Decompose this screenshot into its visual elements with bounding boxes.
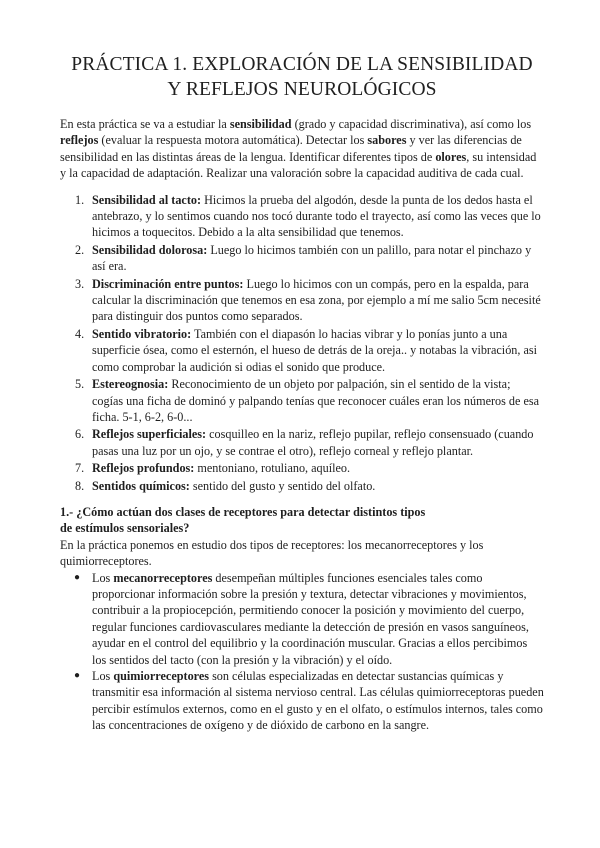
bullet-icon: ● — [74, 571, 81, 583]
list-item-term: Estereognosia: — [92, 377, 169, 392]
intro-text-1: En esta práctica se va a estudiar la — [60, 117, 230, 131]
list-item-term: Reflejos profundos: — [92, 461, 195, 476]
list-item-number: 4. — [75, 326, 85, 341]
exploration-list — [60, 192, 544, 494]
list-item-text: Luego lo hicimos con un compás, pero en la espalda, para calcular la discriminación que tenemos en esa zona, por ejemplo a mí me salio 5cm necesité para distinguir dos puntos como separados. — [92, 276, 541, 324]
intro-text-2: (grado y capacidad discriminativa), así como los — [291, 117, 532, 131]
bullet-text: desempeñan múltiples funciones esenciales tales como proporcionar información sobre la presión y textura, detectar vibraciones y movimientos, contribuir a la propiocepción, permitiendo conocer la posición y movimiento del cuerpo, regular funciones cardiovasculares mediante la detección de presión en vasos sanguíneos, ayudar en el control del equilibrio y la coordinación muscular. Gracias a ellos percibimos los sentidos del tacto (con la presión y la vibración) y el oído. — [92, 570, 529, 667]
answer-intro: En la práctica ponemos en estudio dos tipos de receptores: los mecanorreceptores y los quimiorreceptores. — [60, 537, 484, 569]
list-item-number: 3. — [75, 276, 85, 291]
question-heading — [60, 504, 544, 537]
intro-text-5: , su intensidad y la capacidad de adaptación. Realizar una valoración sobre la capacidad auditiva de cada cual. — [60, 149, 537, 181]
receptor-list — [60, 570, 544, 734]
list-item-term: Discriminación entre puntos: — [92, 276, 244, 291]
list-item — [60, 192, 544, 241]
list-item-text: mentoniano, rotuliano, aquíleo. — [194, 461, 351, 476]
title-line-1: PRÁCTICA 1. EXPLORACIÓN DE LA SENSIBILIDAD — [71, 54, 533, 75]
list-item-term: Sensibilidad dolorosa: — [92, 242, 208, 257]
intro-term-sabores: sabores — [367, 133, 407, 148]
bullet-term: quimiorreceptores — [113, 669, 210, 683]
intro-paragraph — [60, 116, 544, 182]
list-item-text: También con el diapasón lo hacias vibrar y lo ponías junto a una superficie ósea, como el esternón, el hueso de detrás de la oreja.. y notabas la vibración, asi como comprobar la audición si odias el sonido que produce. — [92, 326, 538, 374]
list-item-text: cosquilleo en la nariz, reflejo pupilar, reflejo consensuado (cuando pasas una luz por un ojo, y se contrae el otro), reflejo corneal y reflejo plantar. — [92, 427, 534, 458]
list-item — [60, 242, 544, 275]
list-item-number: 1. — [75, 192, 85, 207]
bullet-term: mecanorreceptores — [113, 570, 213, 585]
list-item-text: Hicimos la prueba del algodón, desde la punta de los dedos hasta el antebrazo, y lo sentimos cuando nos tocó durante todo el trayecto, así como las veces que lo hicimos a toquecitos. Debido a la alta sensibilidad que tenemos. — [92, 192, 541, 240]
list-item — [60, 376, 544, 425]
question-line-2: de estímulos sensoriales? — [60, 521, 190, 536]
list-item-number: 6. — [75, 427, 85, 442]
intro-term-reflejos: reflejos — [60, 133, 99, 148]
list-item — [60, 478, 544, 494]
list-item-term: Sentidos químicos: — [92, 478, 190, 493]
list-item-text: Reconocimiento de un objeto por palpación, sin el sentido de la vista; cogías una ficha de dominó y palpando tenías que reconocer cuáles eran los números de esa ficha. 5-1, 6-2, 6-0... — [92, 377, 540, 424]
intro-text-3: (evaluar la respuesta motora automática). Detectar los — [98, 133, 368, 148]
bullet-prefix: Los — [92, 669, 114, 683]
list-item-number: 2. — [75, 242, 85, 257]
list-item — [60, 326, 544, 375]
list-item-term: Sensibilidad al tacto: — [92, 192, 202, 207]
bullet-icon: ● — [74, 670, 81, 681]
list-item — [60, 460, 544, 476]
list-item-text: Luego lo hicimos también con un palillo, para notar el pinchazo y así era. — [92, 242, 532, 274]
list-item-term: Sentido vibratorio: — [92, 326, 192, 341]
bullet-prefix: Los — [92, 570, 114, 585]
list-item-term: Reflejos superficiales: — [92, 427, 207, 442]
list-item-number: 7. — [75, 461, 85, 476]
list-item — [60, 426, 544, 459]
list-item-number: 5. — [75, 377, 85, 392]
list-item — [60, 668, 544, 734]
list-item-number: 8. — [75, 478, 85, 493]
title-line-2: Y REFLEJOS NEUROLÓGICOS — [167, 79, 437, 100]
bullet-text: son células especializadas en detectar sustancias químicas y transmitir esa información al sistema nervioso central. Las células quimiorreceptoras pueden percibir estímulos externos, como en el gusto y en el olfato, o estímulos internos, tales como las concentraciones de oxígeno y de dióxido de carbono en la sangre. — [92, 669, 544, 733]
list-item — [60, 570, 544, 668]
page-title — [60, 52, 544, 102]
list-item-text: sentido del gusto y sentido del olfato. — [189, 478, 376, 493]
intro-text-4: y ver las diferencias de sensibilidad en las distintas áreas de la lengua. Identificar diferentes tipos de — [60, 133, 522, 164]
list-item — [60, 276, 544, 325]
question-line-1: 1.- ¿Cómo actúan dos clases de receptores para detectar distintos tipos — [60, 504, 426, 519]
intro-term-sensibilidad: sensibilidad — [229, 117, 292, 131]
intro-term-olores: olores — [435, 149, 467, 164]
